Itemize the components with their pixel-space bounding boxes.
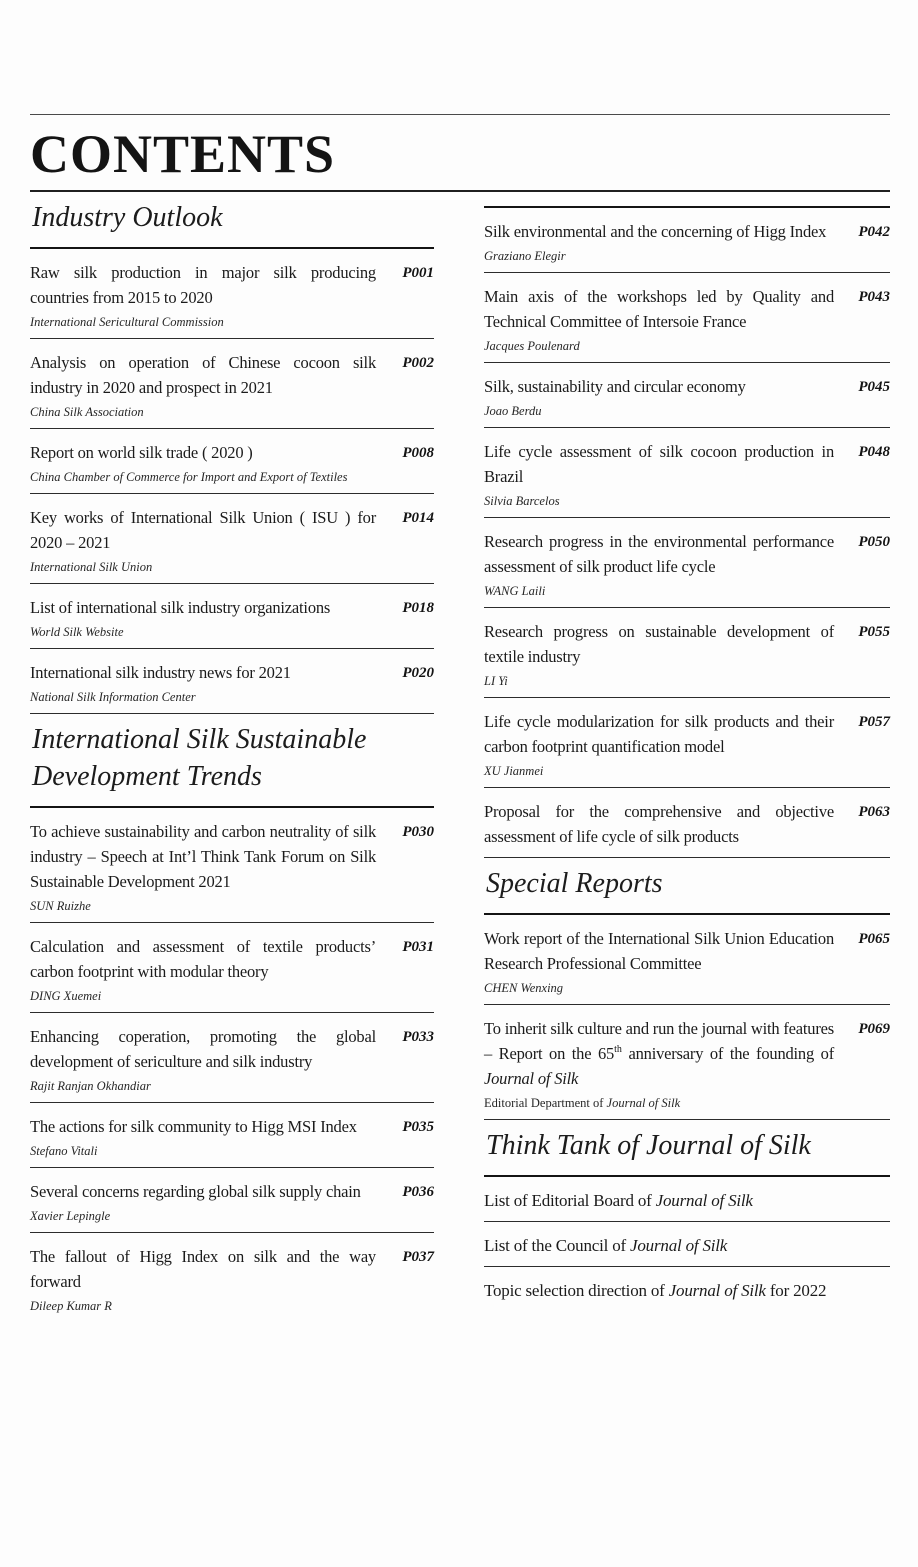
entry-title: Analysis on operation of Chinese cocoon silk industry in 2020 and prospect in 2021 (30, 353, 376, 397)
entry-title: Proposal for the comprehensive and objective assessment of life cycle of silk products (484, 802, 834, 846)
entry-title (484, 1188, 890, 1213)
toc-entry (484, 1267, 890, 1311)
entry-author: China Chamber of Commerce for Import and Export of Textiles (30, 470, 348, 484)
entry-title-text: To inherit silk culture and run the journal with features – Report on the 65 (484, 1019, 834, 1063)
toc-entry (484, 915, 890, 1005)
entry-title-text: for 2022 (765, 1281, 827, 1300)
toc-entry (484, 273, 890, 363)
entry-title-text: List of Editorial Board of (484, 1191, 656, 1210)
entry-author: International Sericultural Commission (30, 315, 224, 329)
left-column (30, 192, 434, 1322)
entry-author (484, 1095, 834, 1111)
entry-title-text: Topic selection direction of (484, 1281, 669, 1300)
entry-page-number: P065 (858, 931, 890, 947)
toc-entry (30, 429, 434, 494)
entry-page-number: P035 (402, 1119, 434, 1135)
section-heading-special-reports: Special Reports (484, 858, 890, 915)
journal-name-italic: Journal of Silk (655, 1191, 753, 1210)
entry-title: Key works of International Silk Union ( ISU ) for 2020 – 2021 (30, 508, 376, 552)
entry-author: CHEN Wenxing (484, 981, 564, 995)
journal-name-italic: Journal of Silk (606, 1096, 681, 1110)
toc-entry (484, 1005, 890, 1120)
entry-page-number: P008 (402, 445, 434, 461)
contents-title: CONTENTS (30, 124, 336, 184)
entry-author: National Silk Information Center (30, 690, 196, 704)
entry-author: XU Jianmei (484, 764, 544, 778)
toc-entry (30, 494, 434, 584)
entry-author: DING Xuemei (30, 989, 102, 1003)
toc-entry (30, 1103, 434, 1168)
entry-page-number: P014 (402, 510, 434, 526)
entry-page-number: P031 (402, 939, 434, 955)
entry-author: Rajit Ranjan Okhandiar (30, 1079, 151, 1093)
entry-page-number: P042 (858, 224, 890, 240)
entry-page-number: P063 (858, 804, 890, 820)
entry-title: Work report of the International Silk Union Education Research Professional Committee (484, 929, 834, 973)
entry-title-text: List of the Council of (484, 1236, 631, 1255)
right-column (484, 192, 890, 1311)
entry-title: Silk, sustainability and circular economy (484, 377, 746, 396)
toc-entry (484, 363, 890, 428)
two-column-layout (30, 192, 890, 1322)
toc-entry (30, 339, 434, 429)
toc-entry (484, 208, 890, 273)
entry-author: Jacques Poulenard (484, 339, 580, 353)
entry-author: LI Yi (484, 674, 508, 688)
entry-page-number: P001 (402, 265, 434, 281)
entry-title: Silk environmental and the concerning of Higg Index (484, 222, 827, 241)
entry-page-number: P037 (402, 1249, 434, 1265)
entry-title (484, 1278, 890, 1303)
entry-page-number: P050 (858, 534, 890, 550)
entry-author: China Silk Association (30, 405, 144, 419)
superscript-th: th (614, 1044, 622, 1055)
toc-page (0, 114, 918, 1322)
toc-entry (30, 249, 434, 339)
entry-page-number: P020 (402, 665, 434, 681)
entry-author: Stefano Vitali (30, 1144, 98, 1158)
section-heading-sustainable-development: International Silk Sustainable Development Trends (30, 714, 434, 808)
journal-name-italic: Journal of Silk (630, 1236, 728, 1255)
toc-entry (484, 1177, 890, 1222)
entry-title: To achieve sustainability and carbon neutrality of silk industry – Speech at Int’l Think Tank Forum on Silk Sustainable Development 2021 (30, 822, 376, 891)
entry-author: Graziano Elegir (484, 249, 566, 263)
section-heading-think-tank: Think Tank of Journal of Silk (484, 1120, 890, 1177)
entry-page-number: P048 (858, 444, 890, 460)
entry-title: Report on world silk trade ( 2020 ) (30, 443, 253, 462)
toc-entry (484, 608, 890, 698)
entry-author-text: Editorial Department of (484, 1096, 607, 1110)
top-rule (30, 114, 890, 115)
entry-author: Joao Berdu (484, 404, 542, 418)
journal-name-italic: Journal of Silk (484, 1069, 579, 1088)
entry-title: List of international silk industry organizations (30, 598, 331, 617)
entry-page-number: P030 (402, 824, 434, 840)
entry-title: The fallout of Higg Index on silk and the way forward (30, 1247, 376, 1291)
entry-title (484, 1233, 890, 1258)
toc-entry (30, 584, 434, 649)
journal-name-italic: Journal of Silk (668, 1281, 766, 1300)
section-heading-industry-outlook: Industry Outlook (30, 192, 434, 249)
entry-title: Enhancing coperation, promoting the global development of sericulture and silk industry (30, 1027, 376, 1071)
entry-page-number: P045 (858, 379, 890, 395)
toc-entry (484, 428, 890, 518)
toc-entry (484, 1222, 890, 1267)
entry-author: WANG Laili (484, 584, 546, 598)
entry-page-number: P036 (402, 1184, 434, 1200)
entry-page-number: P069 (858, 1021, 890, 1037)
entry-page-number: P055 (858, 624, 890, 640)
entry-title: Main axis of the workshops led by Quality and Technical Committee of Intersoie France (484, 287, 834, 331)
entry-page-number: P057 (858, 714, 890, 730)
entry-page-number: P033 (402, 1029, 434, 1045)
toc-entry (30, 1168, 434, 1233)
entry-title: International silk industry news for 2021 (30, 663, 291, 682)
entry-page-number: P018 (402, 600, 434, 616)
toc-entry (30, 649, 434, 714)
entry-title: Calculation and assessment of textile products’ carbon footprint with modular theory (30, 937, 376, 981)
entry-title: Life cycle modularization for silk products and their carbon footprint quantification model (484, 712, 834, 756)
toc-entry (30, 1233, 434, 1322)
entry-title: Research progress on sustainable development of textile industry (484, 622, 834, 666)
entry-author: Dileep Kumar R (30, 1299, 112, 1313)
entry-author: Xavier Lepingle (30, 1209, 111, 1223)
entry-title (484, 1016, 834, 1091)
entry-author: Silvia Barcelos (484, 494, 560, 508)
toc-entry (484, 788, 890, 858)
entry-author: International Silk Union (30, 560, 153, 574)
entry-title: Several concerns regarding global silk supply chain (30, 1182, 361, 1201)
entry-title: Research progress in the environmental performance assessment of silk product life cycle (484, 532, 834, 576)
toc-entry (484, 518, 890, 608)
toc-entry (30, 808, 434, 923)
entry-title: Life cycle assessment of silk cocoon production in Brazil (484, 442, 834, 486)
entry-title-text: anniversary of the founding of (621, 1044, 835, 1063)
entry-author: World Silk Website (30, 625, 124, 639)
entry-title: Raw silk production in major silk producing countries from 2015 to 2020 (30, 263, 376, 307)
entry-author: SUN Ruizhe (30, 899, 91, 913)
toc-entry (484, 698, 890, 788)
entry-page-number: P002 (402, 355, 434, 371)
toc-entry (30, 923, 434, 1013)
entry-page-number: P043 (858, 289, 890, 305)
entry-title: The actions for silk community to Higg MSI Index (30, 1117, 357, 1136)
toc-entry (30, 1013, 434, 1103)
